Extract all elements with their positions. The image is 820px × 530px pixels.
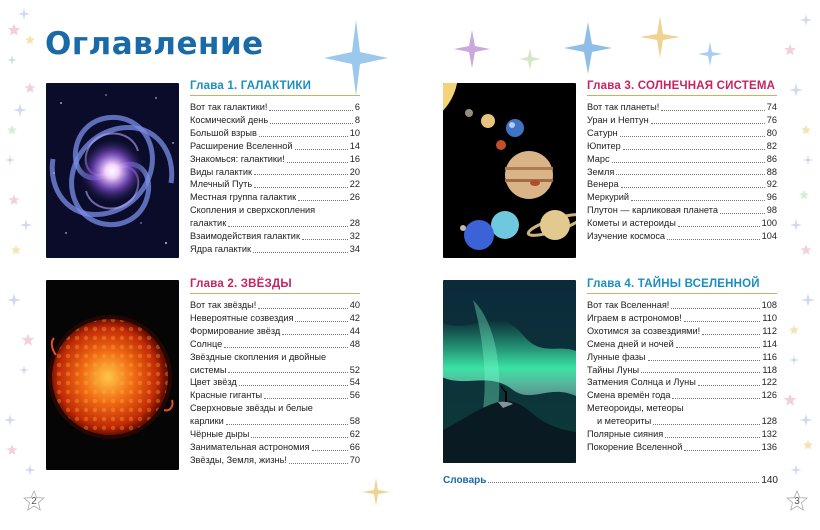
glossary-page: 140	[761, 475, 778, 486]
toc-entry-page: 32	[349, 231, 360, 242]
toc-entry-title: Чёрные дыры	[190, 429, 250, 440]
toc-entry-title: Сверхновые звёзды и белые	[190, 403, 313, 414]
toc-entry-title: Уран и Нептун	[587, 114, 649, 125]
dot-leader	[253, 252, 348, 253]
toc-entry-title: Цвет звёзд	[190, 377, 237, 388]
dot-leader	[684, 321, 761, 322]
toc-entry-page: 112	[762, 325, 777, 336]
dot-leader	[287, 162, 348, 163]
toc-entry[interactable]	[190, 101, 360, 114]
galaxy-image	[46, 83, 179, 258]
toc-entry-page: 82	[766, 140, 777, 151]
toc-entry-page: 44	[349, 325, 360, 336]
chapter-2-toc	[190, 278, 360, 467]
toc-entry[interactable]	[587, 338, 777, 351]
toc-entry-title: Вот так звёзды!	[190, 300, 257, 310]
glossary-label: Словарь	[443, 475, 487, 486]
dot-leader	[621, 187, 765, 188]
toc-entry-page: 56	[349, 390, 360, 401]
toc-entry[interactable]	[587, 127, 777, 140]
dot-leader	[298, 200, 348, 201]
toc-entry-title: Метеороиды, метеоры	[587, 403, 684, 414]
toc-entry-title: Виды галактик	[190, 166, 252, 177]
toc-entry-title-continued: карлики	[190, 416, 224, 427]
toc-entry[interactable]	[587, 166, 777, 179]
toc-entry-page: 132	[761, 429, 777, 440]
dot-leader	[698, 385, 760, 386]
chapter-4-toc	[587, 278, 777, 454]
toc-entry-title: Красные гиганты	[190, 390, 263, 401]
toc-entry-page: 8	[354, 114, 360, 125]
dot-leader	[651, 123, 765, 124]
toc-entry-title: Вот так Вселенная!	[587, 300, 670, 310]
dot-leader	[295, 321, 347, 322]
dot-leader	[264, 398, 348, 399]
toc-entry-title: Взаимодействия галактик	[190, 231, 300, 242]
dot-leader	[228, 372, 347, 373]
toc-entry[interactable]	[190, 351, 360, 377]
dot-leader	[239, 385, 348, 386]
toc-entry-title: Охотимся за созвездиями!	[587, 325, 701, 336]
dot-leader	[254, 174, 348, 175]
toc-entry-title: Земля	[587, 166, 615, 177]
toc-entry-title: Вот так галактики!	[190, 102, 268, 112]
toc-entry-page: 98	[766, 205, 777, 216]
dot-leader	[269, 110, 352, 111]
toc-entry-title: Играем в астрономов!	[587, 312, 682, 323]
toc-entry-title: Большой взрыв	[190, 127, 257, 138]
toc-entry[interactable]	[587, 178, 777, 191]
right-page	[410, 0, 820, 530]
dot-leader	[720, 213, 765, 214]
dot-leader	[631, 200, 765, 201]
toc-entry-title: Полярные сияния	[587, 429, 664, 440]
toc-entry-page: 62	[349, 429, 360, 440]
toc-entry-page: 128	[761, 416, 777, 427]
toc-entry[interactable]	[190, 153, 360, 166]
toc-entry-page: 104	[761, 231, 777, 242]
dot-leader	[488, 482, 759, 483]
dot-leader	[289, 463, 348, 464]
toc-entry-title: Местная группа галактик	[190, 192, 297, 203]
toc-entry-title: Лунные фазы	[587, 351, 646, 362]
toc-entry[interactable]	[587, 312, 777, 325]
toc-entry-page: 52	[349, 364, 360, 375]
toc-entry-page: 116	[762, 351, 777, 362]
dot-leader	[661, 110, 764, 111]
toc-entry[interactable]	[190, 178, 360, 191]
dot-leader	[648, 360, 761, 361]
dot-leader	[671, 308, 759, 309]
toc-entry-title: Плутон — карликовая планета	[587, 205, 718, 216]
page-number-right-text: 3	[794, 496, 800, 507]
toc-entry[interactable]	[190, 230, 360, 243]
toc-entry-title: Смена времён года	[587, 390, 671, 401]
dot-leader	[612, 162, 765, 163]
toc-entry-title: Звёздные скопления и двойные	[190, 351, 327, 362]
toc-entry[interactable]	[587, 153, 777, 166]
toc-entry-title: Меркурий	[587, 192, 629, 203]
dot-leader	[702, 334, 760, 335]
toc-entry-title-continued: и метеориты	[597, 416, 652, 427]
toc-entry-page: 74	[766, 102, 777, 112]
toc-entry[interactable]	[587, 191, 777, 204]
toc-entry[interactable]	[190, 428, 360, 441]
toc-entry-page: 6	[354, 102, 360, 112]
dot-leader	[228, 226, 348, 227]
toc-entry-title: Кометы и астероиды	[587, 218, 676, 229]
dot-leader	[665, 437, 759, 438]
toc-entry-page: 88	[766, 166, 777, 177]
toc-entry-page: 16	[349, 153, 360, 164]
dot-leader	[653, 424, 759, 425]
toc-entry[interactable]	[587, 402, 777, 428]
toc-entry[interactable]	[190, 338, 360, 351]
toc-entry-title: Тайны Луны	[587, 364, 640, 375]
dot-leader	[258, 308, 347, 309]
dot-leader	[295, 149, 348, 150]
toc-entry[interactable]	[587, 441, 777, 454]
toc-entry-page: 28	[349, 218, 360, 229]
toc-entry-title: Сатурн	[587, 127, 618, 138]
planets-image	[443, 83, 576, 258]
toc-entry[interactable]	[587, 389, 777, 402]
toc-entry-page: 86	[766, 153, 777, 164]
toc-entry[interactable]	[190, 140, 360, 153]
page-number-left-text: 2	[31, 496, 37, 507]
toc-entry-page: 114	[762, 338, 777, 349]
aurora-image	[443, 280, 576, 463]
toc-entry[interactable]	[190, 312, 360, 325]
toc-entry[interactable]	[587, 428, 777, 441]
toc-entry-title: Расширение Вселенной	[190, 140, 293, 151]
dot-leader	[224, 347, 348, 348]
toc-entry-page: 66	[349, 441, 360, 452]
dot-leader	[254, 187, 348, 188]
toc-entry-page: 70	[349, 454, 360, 465]
chapter-3-toc	[587, 80, 777, 243]
toc-entry[interactable]	[587, 140, 777, 153]
dot-leader	[641, 372, 760, 373]
dot-leader	[678, 226, 760, 227]
dot-leader	[259, 136, 348, 137]
dot-leader	[672, 398, 759, 399]
toc-entry[interactable]	[190, 441, 360, 454]
toc-entry[interactable]	[587, 364, 777, 377]
toc-entry-title: Изучение космоса	[587, 231, 666, 242]
toc-entry-title: Знакомься: галактики!	[190, 153, 285, 164]
toc-entry[interactable]	[190, 376, 360, 389]
toc-entry[interactable]	[190, 454, 360, 467]
toc-entry-page: 76	[766, 114, 777, 125]
toc-entry-title: Юпитер	[587, 140, 621, 151]
toc-entry-title-continued: галактик	[190, 218, 227, 229]
page-number-left	[23, 490, 45, 512]
toc-entry-title: Космический день	[190, 114, 269, 125]
chapter-heading: Глава 1. ГАЛАКТИКИ	[190, 80, 360, 96]
toc-entry-page: 40	[349, 300, 360, 310]
dot-leader	[667, 239, 760, 240]
toc-entry[interactable]	[587, 217, 777, 230]
toc-entry-page: 126	[761, 390, 777, 401]
page-title: Оглавление	[45, 26, 264, 62]
toc-entry-page: 54	[349, 377, 360, 388]
toc-entry[interactable]	[190, 299, 360, 312]
chapter-heading: Глава 4. ТАЙНЫ ВСЕЛЕННОЙ	[587, 278, 777, 294]
toc-entry-title: Солнце	[190, 338, 223, 349]
toc-entry-page: 96	[766, 192, 777, 203]
chapter-1-toc	[190, 80, 360, 256]
dot-leader	[620, 136, 765, 137]
toc-entry-page: 42	[349, 312, 360, 323]
toc-entry-page: 122	[761, 377, 777, 388]
toc-entry-page: 26	[349, 192, 360, 203]
toc-entry[interactable]	[587, 101, 777, 114]
toc-entry-title: Затмения Солнца и Луны	[587, 377, 696, 388]
toc-entry[interactable]	[190, 114, 360, 127]
page-number-right	[786, 490, 808, 512]
chapter-heading: Глава 2. ЗВЁЗДЫ	[190, 278, 360, 294]
chapter-heading: Глава 3. СОЛНЕЧНАЯ СИСТЕМА	[587, 80, 777, 96]
toc-entry[interactable]	[190, 191, 360, 204]
toc-entry-page: 80	[766, 127, 777, 138]
dot-leader	[226, 424, 348, 425]
toc-entry[interactable]	[587, 351, 777, 364]
toc-entry-page: 108	[761, 300, 777, 310]
toc-entry[interactable]	[190, 389, 360, 402]
toc-entry[interactable]	[190, 243, 360, 256]
toc-entry-title: Скопления и сверхскопления	[190, 205, 316, 216]
toc-entry-title: Млечный Путь	[190, 179, 253, 190]
toc-entry[interactable]	[190, 127, 360, 140]
dot-leader	[312, 450, 348, 451]
toc-entry[interactable]	[587, 325, 777, 338]
toc-entry[interactable]	[190, 402, 360, 428]
toc-entry[interactable]	[587, 114, 777, 127]
dot-leader	[282, 334, 348, 335]
toc-entry-page: 22	[349, 179, 360, 190]
toc-entry-title: Венера	[587, 179, 619, 190]
dot-leader	[623, 149, 765, 150]
toc-entry[interactable]	[587, 230, 777, 243]
toc-entry[interactable]	[190, 325, 360, 338]
toc-entry-title: Покорение Вселенной	[587, 441, 683, 452]
toc-entry-title: Ядра галактик	[190, 243, 251, 254]
toc-entry-page: 136	[761, 441, 777, 452]
toc-entry[interactable]	[190, 204, 360, 230]
dot-leader	[676, 347, 761, 348]
toc-entry-title: Формирование звёзд	[190, 325, 281, 336]
toc-entry-page: 100	[761, 218, 777, 229]
toc-entry-page: 58	[349, 416, 360, 427]
sun-image	[46, 280, 179, 470]
dot-leader	[270, 123, 353, 124]
toc-entry-title: Невероятные созвездия	[190, 312, 294, 323]
glossary-entry[interactable]	[443, 475, 778, 486]
toc-entry-title: Смена дней и ночей	[587, 338, 674, 349]
toc-entry[interactable]	[587, 376, 777, 389]
toc-entry-page: 110	[762, 312, 777, 323]
toc-entry-title: Звёзды, Земля, жизнь!	[190, 454, 287, 465]
toc-entry-title: Занимательная астрономия	[190, 441, 310, 452]
dot-leader	[684, 450, 759, 451]
toc-entry-page: 34	[349, 243, 360, 254]
toc-entry[interactable]	[190, 166, 360, 179]
toc-entry-page: 10	[349, 127, 360, 138]
toc-entry-page: 118	[762, 364, 777, 375]
toc-entry[interactable]	[587, 299, 777, 312]
toc-entry-title: Вот так планеты!	[587, 102, 660, 112]
dot-leader	[302, 239, 348, 240]
toc-entry-page: 20	[349, 166, 360, 177]
toc-entry[interactable]	[587, 204, 777, 217]
toc-entry-title: Марс	[587, 153, 610, 164]
toc-entry-page: 48	[349, 338, 360, 349]
toc-entry-title-continued: системы	[190, 364, 227, 375]
toc-entry-page: 14	[349, 140, 360, 151]
toc-entry-page: 92	[766, 179, 777, 190]
dot-leader	[251, 437, 347, 438]
dot-leader	[616, 174, 764, 175]
